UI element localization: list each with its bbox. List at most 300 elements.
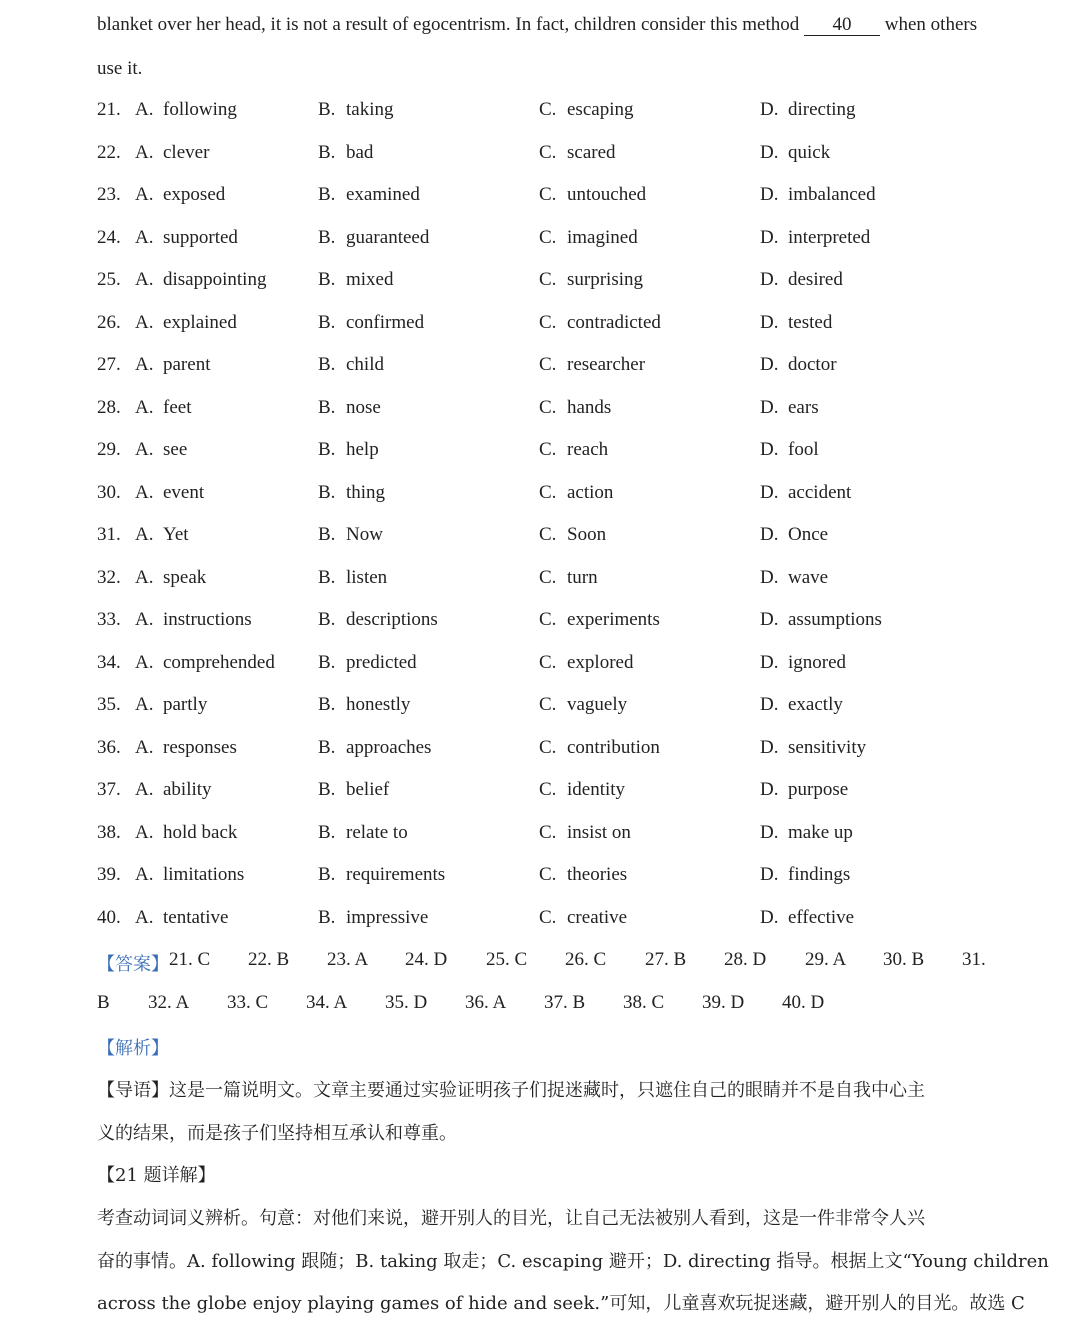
option-a: [135, 652, 275, 674]
question-number: 24.: [97, 226, 121, 248]
option-letter: D.: [760, 906, 779, 928]
option-text: partly: [163, 694, 208, 715]
option-text: listen: [346, 566, 388, 588]
answer-item: 30. B: [883, 949, 925, 970]
option-letter: C.: [539, 864, 557, 885]
detail-heading: 【21 题详解】: [97, 1165, 216, 1186]
answer-item: 32. A: [148, 992, 190, 1013]
option-c: [539, 184, 646, 206]
analysis-label: 【解析】: [97, 1038, 169, 1059]
option-d: [760, 439, 819, 461]
option-a: [135, 567, 206, 589]
option-b: [318, 482, 385, 504]
option-letter: A.: [135, 609, 154, 630]
answer-label: 【答案】: [97, 954, 169, 975]
option-b: [318, 99, 394, 121]
option-text: hold back: [163, 821, 238, 843]
option-a: [135, 227, 238, 249]
answer-item: 29. A: [805, 949, 847, 970]
option-text: scared: [567, 141, 616, 163]
option-letter: B.: [318, 609, 336, 630]
option-letter: B.: [318, 481, 336, 503]
option-d: [760, 652, 846, 674]
option-letter: A.: [135, 269, 154, 290]
option-letter: B.: [318, 694, 336, 715]
option-letter: C.: [539, 779, 557, 800]
option-text: contribution: [567, 736, 660, 758]
option-text: examined: [346, 184, 420, 205]
question-row: [97, 567, 997, 597]
option-b: [318, 609, 438, 631]
answer-item: 35. D: [385, 992, 428, 1013]
option-letter: C.: [539, 609, 557, 630]
option-c: [539, 737, 660, 759]
option-letter: D.: [760, 141, 779, 163]
option-letter: C.: [539, 481, 557, 503]
option-c: [539, 439, 608, 461]
option-c: [539, 482, 613, 504]
option-d: [760, 609, 882, 631]
option-b: [318, 907, 428, 929]
option-text: action: [567, 481, 614, 503]
option-letter: A.: [135, 821, 154, 843]
option-letter: A.: [135, 694, 154, 715]
option-letter: D.: [760, 651, 779, 673]
answer-item: 38. C: [623, 992, 665, 1013]
option-text: parent: [163, 354, 211, 375]
option-c: [539, 609, 660, 631]
option-letter: A.: [135, 779, 154, 800]
option-letter: C.: [539, 524, 557, 545]
option-letter: A.: [135, 99, 154, 120]
option-text: comprehended: [163, 651, 275, 673]
option-d: [760, 142, 830, 164]
option-a: [135, 269, 266, 291]
question-number: 33.: [97, 609, 121, 630]
question-number: 29.: [97, 439, 121, 460]
option-b: [318, 184, 420, 206]
question-number: 28.: [97, 396, 121, 418]
option-text: approaches: [346, 736, 432, 758]
option-letter: D.: [760, 311, 779, 333]
option-letter: D.: [760, 694, 779, 715]
option-letter: B.: [318, 141, 336, 163]
option-text: wave: [788, 566, 829, 588]
option-text: ability: [163, 779, 212, 800]
option-letter: C.: [539, 269, 557, 290]
question-row: [97, 482, 997, 512]
option-text: exactly: [788, 694, 843, 715]
question-number: 27.: [97, 354, 121, 375]
option-text: creative: [567, 906, 628, 928]
answer-item: 24. D: [405, 949, 448, 970]
option-c: [539, 269, 643, 291]
question-row: [97, 779, 997, 809]
option-c: [539, 864, 627, 886]
option-c: [539, 822, 631, 844]
option-letter: B.: [318, 566, 336, 588]
option-letter: B.: [318, 396, 336, 418]
option-text: instructions: [163, 609, 252, 630]
answer-item: 21. C: [169, 949, 211, 970]
option-text: escaping: [567, 99, 634, 120]
option-letter: A.: [135, 864, 154, 885]
option-b: [318, 439, 379, 461]
option-letter: D.: [760, 609, 779, 630]
option-letter: D.: [760, 736, 779, 758]
option-letter: B.: [318, 736, 336, 758]
option-letter: B.: [318, 779, 336, 800]
answer-item: 23. A: [327, 949, 369, 970]
option-text: desired: [788, 269, 843, 290]
option-text: assumptions: [788, 609, 882, 630]
option-a: [135, 142, 209, 164]
option-text: turn: [567, 566, 598, 588]
option-letter: A.: [135, 566, 154, 588]
question-row: [97, 99, 997, 129]
question-row: [97, 609, 997, 639]
option-d: [760, 482, 851, 504]
option-letter: B.: [318, 354, 336, 375]
option-letter: C.: [539, 736, 557, 758]
option-text: bad: [346, 141, 374, 163]
option-d: [760, 269, 843, 291]
option-text: imbalanced: [788, 184, 876, 205]
option-text: directing: [788, 99, 856, 120]
option-d: [760, 907, 854, 929]
answer-item: 40. D: [782, 992, 825, 1013]
question-row: [97, 142, 997, 172]
option-text: limitations: [163, 864, 245, 885]
question-number: 21.: [97, 99, 121, 120]
option-a: [135, 524, 189, 546]
answer-item: 28. D: [724, 949, 767, 970]
option-text: requirements: [346, 864, 446, 885]
question-row: [97, 822, 997, 852]
blank-40: 40: [804, 15, 880, 36]
option-a: [135, 397, 191, 419]
option-letter: A.: [135, 311, 154, 333]
option-text: imagined: [567, 226, 638, 248]
option-c: [539, 227, 638, 249]
option-text: relate to: [346, 821, 408, 843]
option-text: taking: [346, 99, 394, 120]
option-text: mixed: [346, 269, 394, 290]
option-a: [135, 609, 252, 631]
option-b: [318, 864, 445, 886]
option-letter: D.: [760, 439, 779, 460]
answer-item: 34. A: [306, 992, 348, 1013]
option-d: [760, 567, 828, 589]
option-letter: A.: [135, 226, 154, 248]
option-letter: B.: [318, 226, 336, 248]
option-letter: C.: [539, 439, 557, 460]
option-letter: B.: [318, 99, 336, 120]
option-a: [135, 822, 237, 844]
option-c: [539, 524, 606, 546]
option-a: [135, 184, 225, 206]
option-text: following: [163, 99, 237, 120]
option-a: [135, 439, 187, 461]
question-row: [97, 907, 997, 937]
option-d: [760, 694, 843, 716]
option-b: [318, 694, 410, 716]
option-text: ears: [788, 396, 819, 418]
option-text: child: [346, 354, 384, 375]
option-d: [760, 779, 848, 801]
option-text: interpreted: [788, 226, 871, 248]
guide-line-1: 【导语】这是一篇说明文。文章主要通过实验证明孩子们捉迷藏时，只遮住自己的眼睛并不是自我中心主: [97, 1080, 925, 1101]
option-text: thing: [346, 481, 386, 503]
option-a: [135, 907, 228, 929]
intro-line-1: [97, 14, 977, 36]
option-d: [760, 184, 876, 206]
option-c: [539, 354, 645, 376]
question-number: 31.: [97, 524, 121, 545]
option-text: Once: [788, 524, 829, 545]
option-letter: D.: [760, 184, 779, 205]
option-text: effective: [788, 906, 855, 928]
question-number: 36.: [97, 736, 121, 758]
option-letter: D.: [760, 821, 779, 843]
question-row: [97, 269, 997, 299]
option-text: purpose: [788, 779, 849, 800]
option-letter: A.: [135, 184, 154, 205]
option-a: [135, 99, 237, 121]
option-text: belief: [346, 779, 390, 800]
option-letter: B.: [318, 184, 336, 205]
question-number: 39.: [97, 864, 121, 885]
option-letter: B.: [318, 821, 336, 843]
option-letter: C.: [539, 694, 557, 715]
option-letter: A.: [135, 651, 154, 673]
option-text: surprising: [567, 269, 643, 290]
option-b: [318, 822, 408, 844]
option-text: doctor: [788, 354, 837, 375]
option-letter: A.: [135, 481, 154, 503]
option-letter: D.: [760, 779, 779, 800]
question-number: 30.: [97, 481, 121, 503]
option-text: researcher: [567, 354, 646, 375]
option-text: Yet: [163, 524, 189, 545]
answer-item: 27. B: [645, 949, 687, 970]
option-letter: B.: [318, 524, 336, 545]
option-a: [135, 354, 210, 376]
option-c: [539, 99, 633, 121]
option-letter: B.: [318, 439, 336, 460]
option-text: event: [163, 481, 205, 503]
option-text: tentative: [163, 906, 229, 928]
option-letter: B.: [318, 864, 336, 885]
option-b: [318, 269, 394, 291]
option-text: confirmed: [346, 311, 425, 333]
option-a: [135, 864, 244, 886]
option-d: [760, 99, 856, 121]
option-c: [539, 779, 625, 801]
option-letter: A.: [135, 736, 154, 758]
option-a: [135, 312, 237, 334]
question-number: 26.: [97, 311, 121, 333]
option-d: [760, 822, 853, 844]
option-b: [318, 227, 429, 249]
question-row: [97, 227, 997, 257]
option-text: help: [346, 439, 379, 460]
option-text: exposed: [163, 184, 226, 205]
question-number: 34.: [97, 651, 121, 673]
option-text: Now: [346, 524, 383, 545]
question-number: 38.: [97, 821, 121, 843]
option-letter: A.: [135, 354, 154, 375]
option-text: honestly: [346, 694, 411, 715]
question-row: [97, 737, 997, 767]
option-text: guaranteed: [346, 226, 430, 248]
option-text: tested: [788, 311, 833, 333]
option-text: impressive: [346, 906, 429, 928]
option-text: feet: [163, 396, 192, 418]
option-letter: C.: [539, 184, 557, 205]
question-row: [97, 354, 997, 384]
option-text: experiments: [567, 609, 660, 630]
option-text: explored: [567, 651, 634, 673]
question-row: [97, 439, 997, 469]
option-b: [318, 652, 417, 674]
option-letter: B.: [318, 906, 336, 928]
question-number: 40.: [97, 906, 121, 928]
option-letter: D.: [760, 524, 779, 545]
answer-item: 33. C: [227, 992, 269, 1013]
option-b: [318, 524, 383, 546]
option-b: [318, 354, 384, 376]
option-c: [539, 567, 598, 589]
option-text: speak: [163, 566, 207, 588]
question-number: 32.: [97, 566, 121, 588]
answer-item: 36. A: [465, 992, 507, 1013]
question-number: 35.: [97, 694, 121, 715]
option-c: [539, 142, 616, 164]
option-b: [318, 312, 424, 334]
question-number: 25.: [97, 269, 121, 290]
option-text: quick: [788, 141, 831, 163]
option-text: contradicted: [567, 311, 661, 333]
option-letter: C.: [539, 906, 557, 928]
option-letter: A.: [135, 524, 154, 545]
option-d: [760, 397, 819, 419]
answer-item: 26. C: [565, 949, 607, 970]
intro-line-2: use it.: [97, 58, 143, 79]
option-letter: A.: [135, 141, 154, 163]
option-letter: B.: [318, 311, 336, 333]
option-d: [760, 227, 870, 249]
option-letter: C.: [539, 141, 557, 163]
option-text: Soon: [567, 524, 607, 545]
option-c: [539, 397, 611, 419]
intro-text-post: when others: [884, 14, 978, 35]
option-text: theories: [567, 864, 628, 885]
option-b: [318, 142, 373, 164]
option-text: hands: [567, 396, 612, 418]
option-letter: D.: [760, 99, 779, 120]
option-text: identity: [567, 779, 626, 800]
option-letter: B.: [318, 651, 336, 673]
question-row: [97, 397, 997, 427]
option-text: responses: [163, 736, 237, 758]
option-d: [760, 354, 837, 376]
option-letter: B.: [318, 269, 336, 290]
option-b: [318, 737, 431, 759]
option-a: [135, 482, 204, 504]
option-b: [318, 397, 381, 419]
option-c: [539, 694, 627, 716]
option-d: [760, 737, 866, 759]
option-text: see: [163, 439, 188, 460]
answer-item: 25. C: [486, 949, 528, 970]
option-letter: D.: [760, 354, 779, 375]
question-row: [97, 652, 997, 682]
question-row: [97, 694, 997, 724]
option-a: [135, 779, 212, 801]
option-letter: D.: [760, 566, 779, 588]
option-text: nose: [346, 396, 381, 418]
option-letter: C.: [539, 226, 557, 248]
option-text: supported: [163, 226, 238, 248]
option-letter: C.: [539, 651, 557, 673]
question-row: [97, 524, 997, 554]
guide-line-2: 义的结果，而是孩子们坚持相互承认和尊重。: [97, 1123, 457, 1144]
option-text: vaguely: [567, 694, 628, 715]
option-text: sensitivity: [788, 736, 867, 758]
option-d: [760, 864, 850, 886]
option-text: disappointing: [163, 269, 267, 290]
detail-line-1: 考查动词词义辨析。句意：对他们来说，避开别人的目光，让自己无法被别人看到，这是一件非常令人兴: [97, 1208, 925, 1229]
detail-line-3: across the globe enjoy playing games of hide and seek.”可知，儿童喜欢玩捉迷藏，避开别人的目光。故选 C: [97, 1293, 1025, 1314]
option-text: ignored: [788, 651, 847, 673]
option-letter: D.: [760, 396, 779, 418]
answer-item: B: [97, 992, 110, 1013]
option-a: [135, 694, 207, 716]
option-text: fool: [788, 439, 819, 460]
question-row: [97, 864, 997, 894]
option-text: findings: [788, 864, 851, 885]
option-letter: D.: [760, 481, 779, 503]
option-letter: A.: [135, 396, 154, 418]
option-c: [539, 312, 661, 334]
question-number: 37.: [97, 779, 121, 800]
answer-item: 22. B: [248, 949, 290, 970]
option-text: explained: [163, 311, 237, 333]
option-a: [135, 737, 237, 759]
answer-item: 39. D: [702, 992, 745, 1013]
option-letter: D.: [760, 269, 779, 290]
option-d: [760, 524, 828, 546]
option-c: [539, 652, 633, 674]
question-number: 22.: [97, 141, 121, 163]
option-letter: C.: [539, 99, 557, 120]
option-c: [539, 907, 627, 929]
option-text: accident: [788, 481, 852, 503]
question-number: 23.: [97, 184, 121, 205]
answer-item: 37. B: [544, 992, 586, 1013]
option-letter: C.: [539, 821, 557, 843]
option-letter: A.: [135, 439, 154, 460]
option-letter: A.: [135, 906, 154, 928]
question-row: [97, 312, 997, 342]
option-text: clever: [163, 141, 210, 163]
option-text: make up: [788, 821, 853, 843]
option-b: [318, 779, 389, 801]
option-text: descriptions: [346, 609, 438, 630]
question-row: [97, 184, 997, 214]
answer-item: 31.: [962, 949, 986, 970]
